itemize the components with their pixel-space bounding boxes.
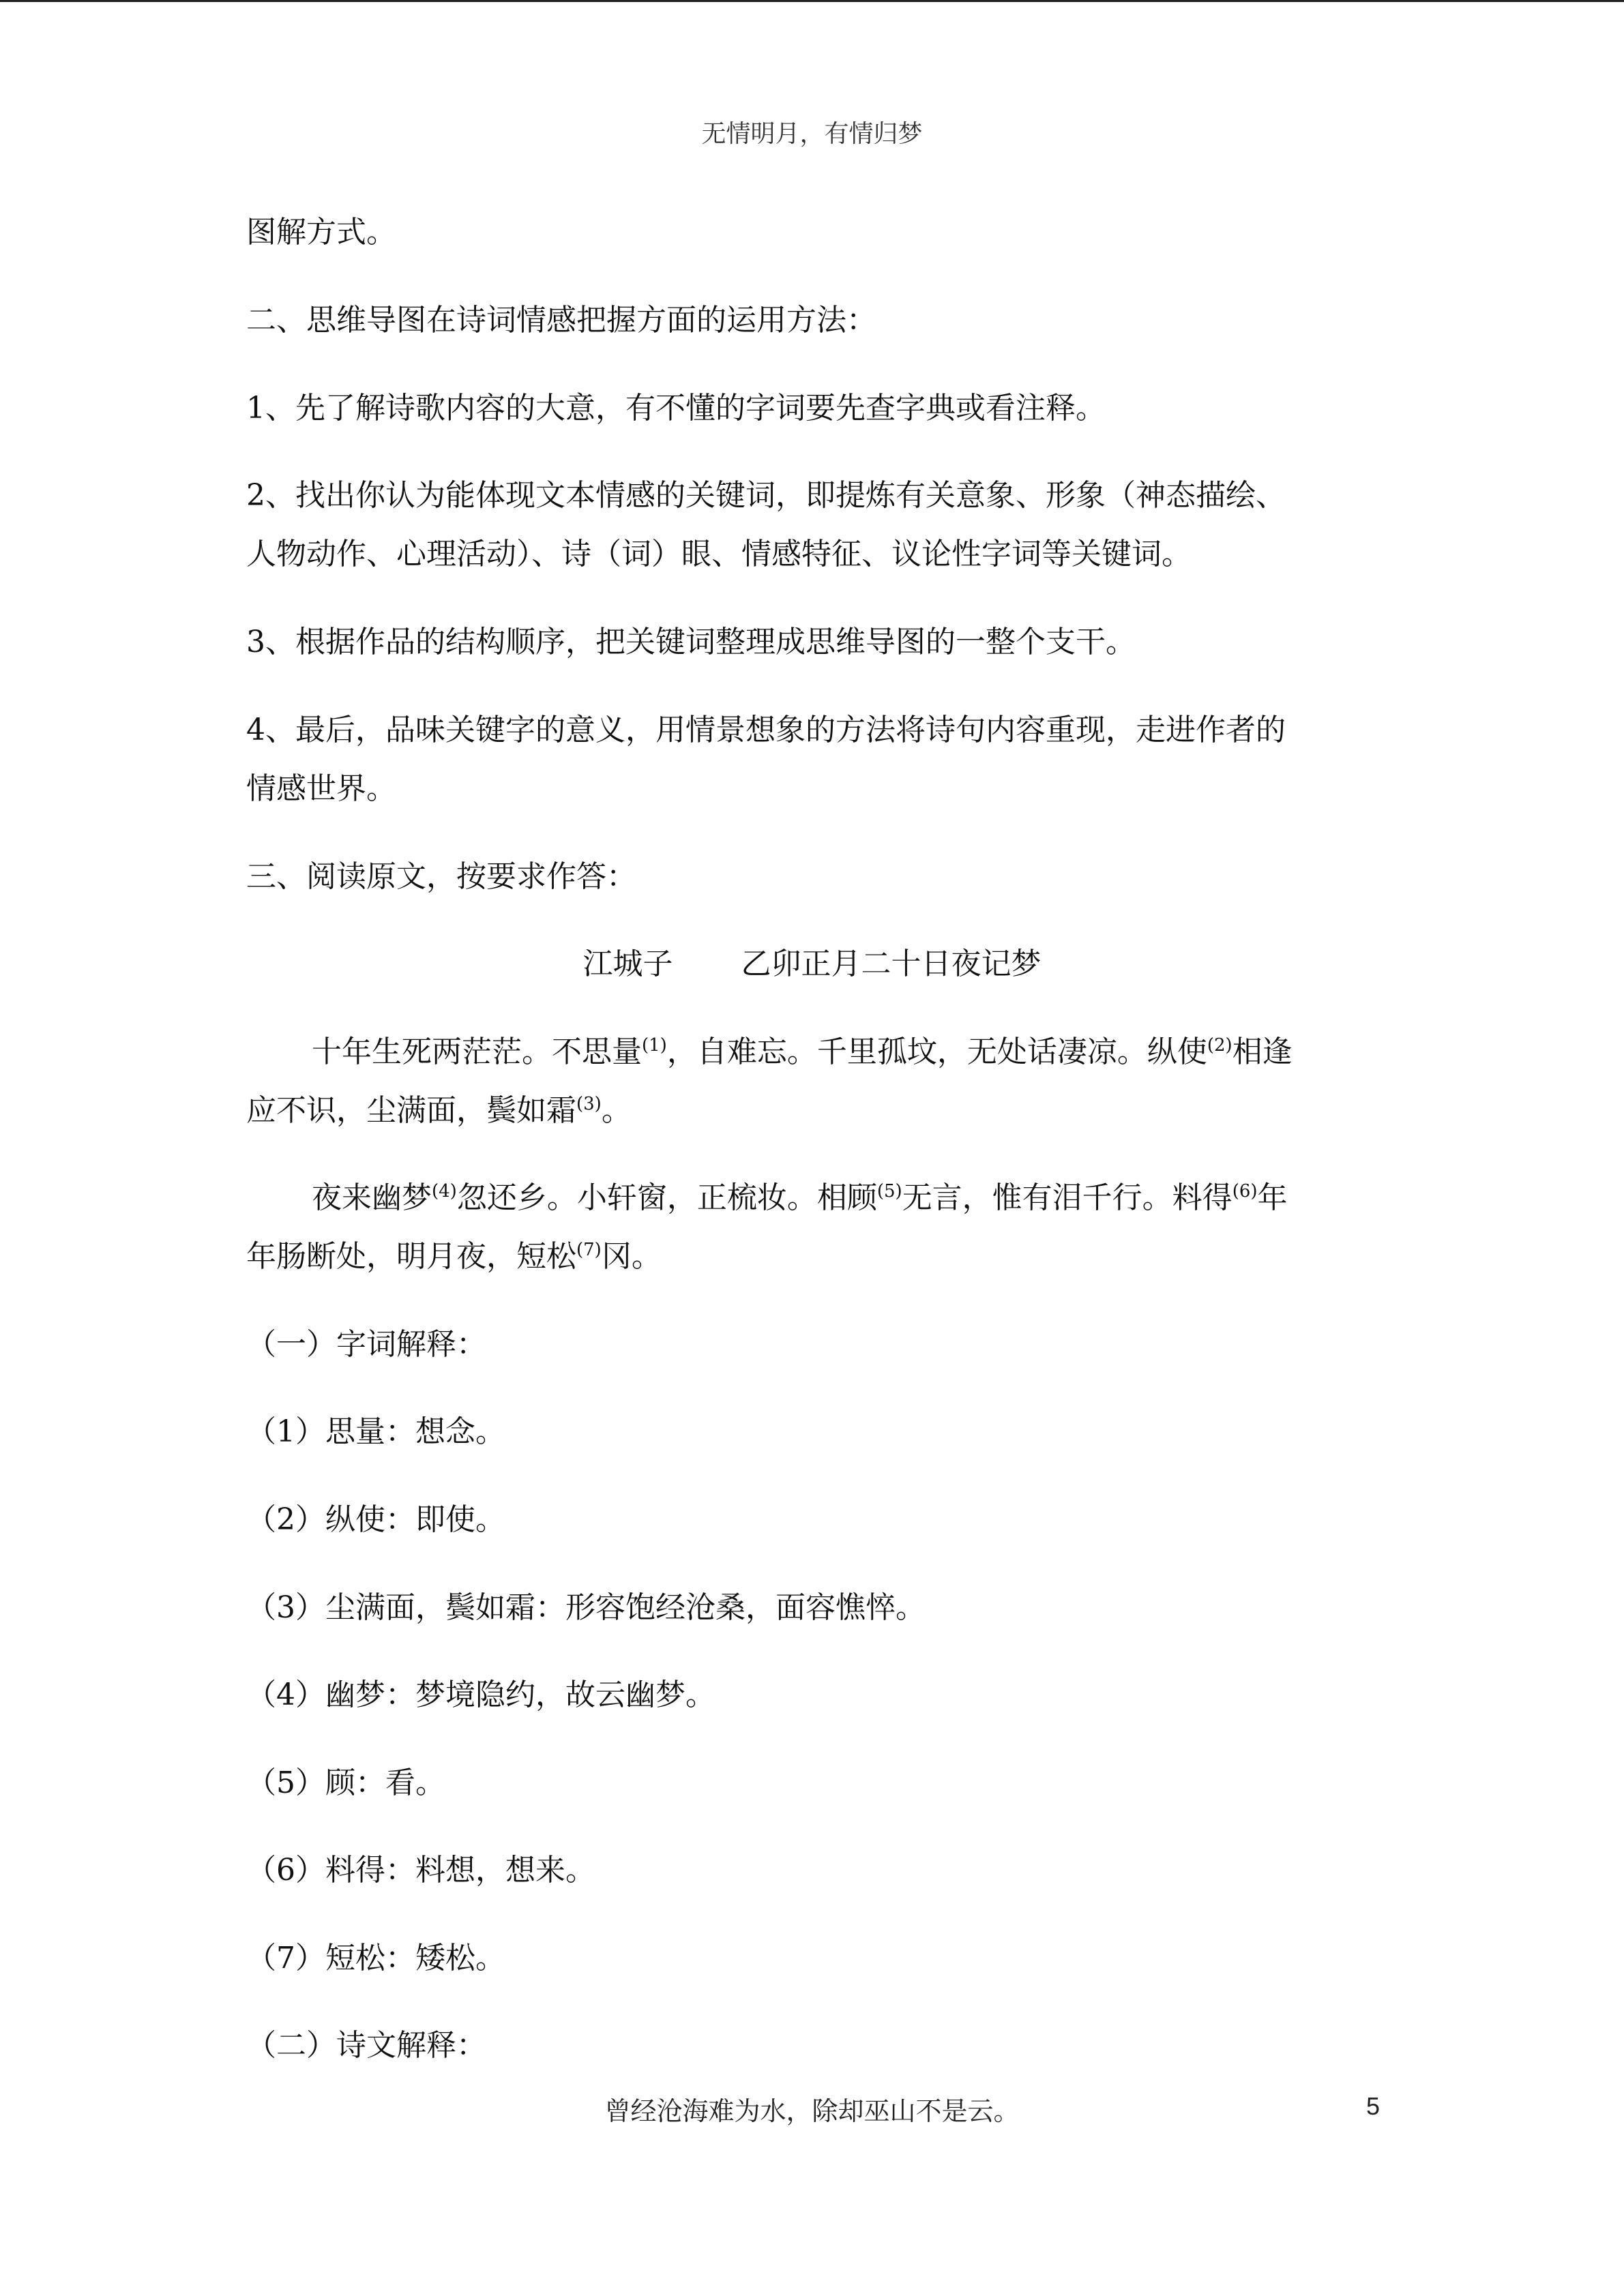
paragraph-continuation: 图解方式。 — [246, 215, 396, 250]
method-step-4-line-2: 情感世界。 — [246, 771, 396, 806]
poem-text: 无言，惟有泪千行。料得 — [902, 1180, 1232, 1215]
poem-text: 冈。 — [601, 1239, 662, 1274]
method-step-2-line-2: 人物动作、心理活动）、诗（词）眼、情感特征、议论性字词等关键词。 — [246, 537, 1192, 571]
page-footer: 曾经沧海难为水，除却巫山不是云。 — [604, 2096, 1020, 2126]
poem-text: 十年生死两茫茫。不思量 — [312, 1034, 642, 1069]
poem-stanza-1-line-2 — [246, 1082, 1378, 1140]
poem-stanza-1-line-1 — [246, 1023, 1378, 1082]
footnote-ref-5: (5) — [876, 1181, 902, 1202]
section-heading-2: 二、思维导图在诗词情感把握方面的运用方法： — [246, 303, 876, 338]
method-step-3: 3、根据作品的结构顺序，把关键词整理成思维导图的一整个支干。 — [246, 625, 1136, 659]
glossary-item-4: （4）幽梦：梦境隐约，故云幽梦。 — [246, 1678, 715, 1712]
poem-text: 夜来幽梦 — [312, 1180, 432, 1215]
poem-text: 年 — [1257, 1180, 1288, 1215]
glossary-item-7: （7）短松：矮松。 — [246, 1941, 505, 1976]
footnote-ref-1: (1) — [642, 1035, 667, 1056]
method-step-4-line-1: 4、最后，品味关键字的意义，用情景想象的方法将诗句内容重现，走进作者的 — [246, 713, 1286, 747]
poem-tune-name: 江城子 — [582, 946, 673, 981]
poem-title — [0, 935, 1624, 994]
glossary-item-1: （1）思量：想念。 — [246, 1414, 505, 1449]
poem-text: 相逢 — [1232, 1034, 1293, 1069]
glossary-item-3: （3）尘满面，鬓如霜：形容饱经沧桑，面容憔悴。 — [246, 1590, 926, 1625]
poem-stanza-2-line-1 — [246, 1169, 1378, 1227]
page-top-border — [0, 0, 1624, 2]
glossary-item-2: （2）纵使：即使。 — [246, 1502, 505, 1537]
footnote-ref-2: (2) — [1207, 1035, 1232, 1056]
footnote-ref-6: (6) — [1232, 1181, 1258, 1202]
footnote-ref-7: (7) — [576, 1240, 602, 1260]
poem-text: 。 — [601, 1093, 632, 1128]
page-header: 无情明月，有情归梦 — [701, 120, 923, 148]
glossary-item-6: （6）料得：料想，想来。 — [246, 1853, 595, 1888]
section-heading-3: 三、阅读原文，按要求作答： — [246, 859, 636, 894]
poem-text: ，自难忘。千里孤坟，无处话凄凉。纵使 — [666, 1034, 1207, 1069]
footnote-ref-3: (3) — [576, 1094, 602, 1114]
poem-text: 忽还乡。小轩窗，正梳妆。相顾 — [456, 1180, 877, 1215]
method-step-2-line-1: 2、找出你认为能体现文本情感的关键词，即提炼有关意象、形象（神态描绘、 — [246, 478, 1286, 513]
footnote-ref-4: (4) — [432, 1181, 457, 1202]
method-step-1: 1、先了解诗歌内容的大意，有不懂的字词要先查字典或看注释。 — [246, 391, 1106, 426]
poem-text: 年肠断处，明月夜，短松 — [246, 1239, 576, 1274]
glossary-heading: （一）字词解释： — [246, 1327, 486, 1362]
poem-subtitle: 乙卯正月二十日夜记梦 — [741, 946, 1042, 981]
poem-text: 应不识，尘满面，鬓如霜 — [246, 1093, 576, 1128]
page-number: 5 — [1366, 2092, 1381, 2120]
poem-stanza-2-line-2 — [246, 1227, 1378, 1286]
glossary-item-5: （5）顾：看。 — [246, 1765, 445, 1800]
translation-heading: （二）诗文解释： — [246, 2028, 486, 2063]
